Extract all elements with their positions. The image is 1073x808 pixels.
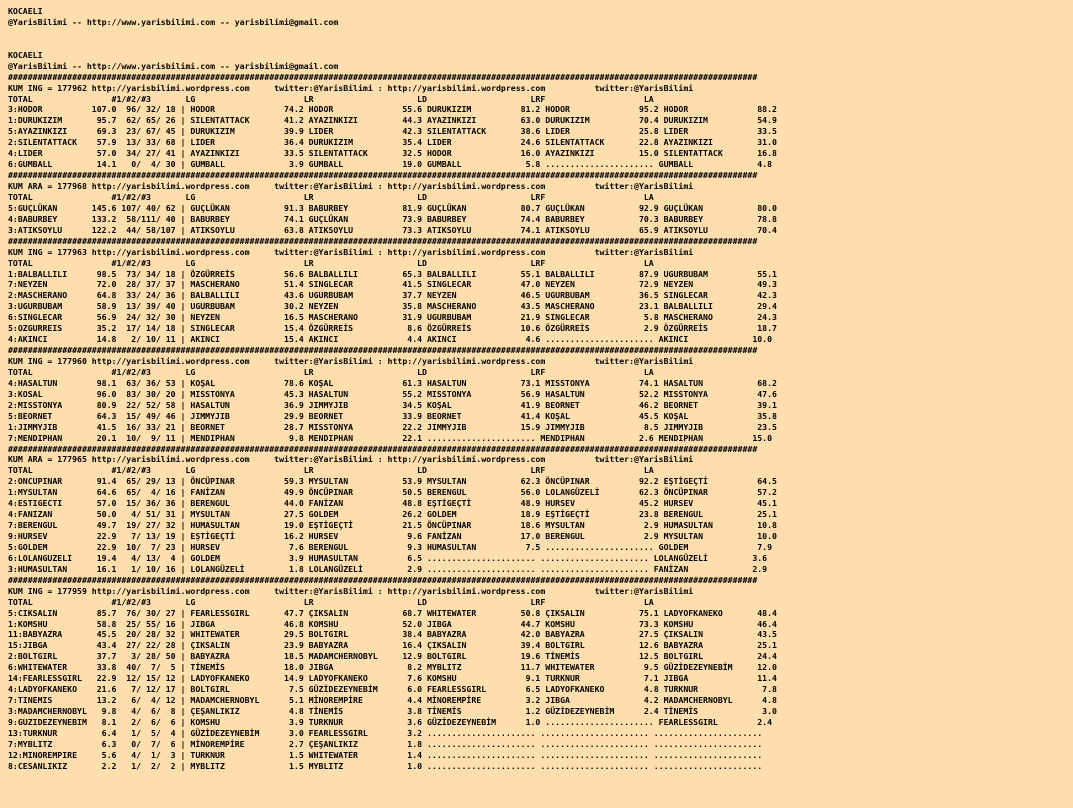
header-line: @YarisBilimi -- http://www.yarisbilimi.com -- yarisbilimi@gmail.com (8, 16, 339, 27)
column-header-line: TOTAL #1/#2/#3 LG LR LD LRF LA (8, 257, 654, 268)
table-row: 3:HUMASULTAN 16.1 1/ 10/ 16 | LOLANGÜZELİ 1.8 LOLANGÜZELİ 2.9 ...................... ...................... FANİZAN 2.9 (8, 563, 768, 574)
table-row: 2:MISSTONYA 80.9 22/ 52/ 58 | HASALTUN 36.9 JIMMYJIB 34.5 KOŞAL 41.9 BEORNET 46.2 BEORNET 39.1 (8, 399, 777, 410)
table-row: 11:BABYAZRA 45.5 20/ 28/ 32 | WHITEWATER 29.5 BOLTGIRL 38.4 BABYAZRA 42.0 BABYAZRA 27.5 ÇIKSALIN 43.5 (8, 629, 777, 640)
table-row: 5:GUÇLÜKAN 145.6 107/ 40/ 62 | GUÇLÜKAN 91.3 BABURBEY 81.9 GUÇLÜKAN 80.7 GUÇLÜKAN 92.9 GUÇLÜKAN 80.0 (8, 202, 777, 213)
table-row: 3:MADAMCHERNOBYL 9.8 4/ 6/ 8 | ÇEŞANLIKIZ 4.8 TİNEMİS 3.8 TİNEMİS 1.2 GÜZİDEZEYNEBİM 2.4 TİNEMİS 3.0 (8, 706, 777, 717)
race-block (8, 444, 1073, 575)
separator-line: ######################################################################################################################################################## (8, 345, 758, 356)
table-row: 2:ONCUPINAR 91.4 65/ 29/ 13 | ÖNCÜPINAR 59.3 MYSULTAN 53.9 MYSULTAN 62.3 ÖNCÜPINAR 92.2 EŞTİGEÇTİ 64.5 (8, 476, 777, 487)
table-row: 2:SILENTATTACK 57.9 13/ 33/ 68 | LIDER 36.4 DURUKIZIM 35.4 LIDER 24.6 SILENTATTACK 22.8 AYAZINKIZI 31.0 (8, 137, 777, 148)
table-row: 4:ESTIGECTI 57.0 15/ 36/ 36 | BERENGUL 44.0 FANİZAN 48.8 EŞTİGEÇTİ 48.9 HURSEV 45.2 HURSEV 45.1 (8, 498, 777, 509)
report-header (8, 6, 1073, 28)
table-row: 4:BABURBEY 133.2 58/111/ 40 | BABURBEY 74.1 GUÇLÜKAN 73.9 BABURBEY 74.4 BABURBEY 70.3 BABURBEY 78.8 (8, 213, 777, 224)
table-row: 3:UGURBUBAM 58.9 13/ 39/ 40 | UGURBUBAM 30.2 NEYZEN 35.8 MASCHERANO 43.5 MASCHERANO 23.1 BALBALLILI 29.4 (8, 301, 777, 312)
separator-line: ######################################################################################################################################################## (8, 443, 758, 454)
table-row: 3:HODOR 107.0 96/ 32/ 18 | HODOR 74.2 HODOR 55.6 DURUKIZIM 81.2 HODOR 95.2 HODOR 88.2 (8, 104, 777, 115)
table-row: 3:ATIKSOYLU 122.2 44/ 58/107 | ATIKSOYLU 63.8 ATIKSOYLU 73.3 ATIKSOYLU 74.1 ATIKSOYLU 65.9 ATIKSOYLU 70.4 (8, 224, 777, 235)
header-line: KOCAELI (8, 49, 43, 60)
table-row: 4:HASALTUN 98.1 63/ 36/ 53 | KOŞAL 78.6 KOŞAL 61.3 HASALTUN 73.1 MISSTONYA 74.1 HASALTUN 68.2 (8, 377, 777, 388)
separator-line: ######################################################################################################################################################## (8, 235, 758, 246)
race-title-line: KUM ARA = 177968 http://yarisbilimi.wordpress.com twitter:@YarisBilimi : http://yarisbilimi.wordpress.com twitter:@YarisBilimi (8, 181, 694, 192)
race-title-line: KUM ING = 177959 http://yarisbilimi.wordpress.com twitter:@YarisBilimi : http://yarisbilimi.wordpress.com twitter:@YarisBilimi (8, 585, 694, 596)
separator-line: ######################################################################################################################################################## (8, 574, 758, 585)
table-row: 4:LADYOFKANEKO 21.6 7/ 12/ 17 | BOLTGIRL 7.5 GÜZİDEZEYNEBİM 6.0 FEARLESSGIRL 6.5 LADYOFKANEKO 4.8 TURKNUR 7.8 (8, 684, 777, 695)
table-row: 9:HURSEV 22.9 7/ 13/ 19 | EŞTİGEÇTİ 16.2 HURSEV 9.6 FANİZAN 17.0 BERENGUL 2.9 MYSULTAN 10.0 (8, 531, 777, 542)
table-row: 1:KOMSHU 58.8 25/ 55/ 16 | JIBGA 46.8 KOMSHU 52.0 JIBGA 44.7 KOMSHU 73.3 KOMSHU 46.4 (8, 618, 777, 629)
table-row: 2:MASCHERANO 64.8 33/ 24/ 36 | BALBALLILI 43.6 UGURBUBAM 37.7 NEYZEN 46.5 UGURBUBAM 36.5 SINGLECAR 42.3 (8, 290, 777, 301)
table-row: 7:MENDIPHAN 20.1 10/ 9/ 11 | MENDIPHAN 9.8 MENDIPHAN 22.1 ...................... MENDIPHAN 2.6 MENDIPHAN 15.0 (8, 432, 773, 443)
separator-line: ######################################################################################################################################################## (8, 71, 758, 82)
table-row: 6:SINGLECAR 56.9 24/ 32/ 30 | NEYZEN 16.5 MASCHERANO 31.9 UGURBUBAM 21.9 SINGLECAR 5.8 MASCHERANO 24.3 (8, 312, 777, 323)
race-block (8, 72, 1073, 170)
table-row: 6:LOLANGUZELI 19.4 4/ 13/ 4 | GOLDEM 3.9 HUMASULTAN 6.5 ...................... ...................... LOLANGÜZELİ 3.6 (8, 552, 768, 563)
race-block (8, 345, 1073, 443)
separator-line: ######################################################################################################################################################## (8, 170, 758, 181)
table-row: 3:KOSAL 96.0 83/ 30/ 20 | MISSTONYA 45.3 HASALTUN 55.2 MISSTONYA 56.9 HASALTUN 52.2 MISSTONYA 47.6 (8, 388, 777, 399)
table-row: 5:GOLDEM 22.9 10/ 7/ 23 | HURSEV 7.6 BERENGUL 9.3 HUMASULTAN 7.5 ...................... GOLDEM 7.9 (8, 541, 773, 552)
table-row: 5:BEORNET 64.3 15/ 49/ 46 | JIMMYJIB 29.9 BEORNET 33.9 BEORNET 41.4 KOŞAL 45.5 KOŞAL 35.8 (8, 410, 777, 421)
table-row: 1:MYSULTAN 64.6 65/ 4/ 16 | FANİZAN 49.9 ÖNCÜPINAR 50.5 BERENGUL 56.0 LOLANGÜZELİ 62.3 ÖNCÜPINAR 57.2 (8, 487, 777, 498)
table-row: 1:DURUKIZIM 95.7 62/ 65/ 26 | SILENTATTACK 41.2 AYAZINKIZI 44.3 AYAZINKIZI 63.0 DURUKIZIM 70.4 DURUKIZIM 54.9 (8, 115, 777, 126)
table-row: 6:WHITEWATER 33.8 40/ 7/ 5 | TİNEMİS 18.0 JIBGA 8.2 MYBLITZ 11.7 WHITEWATER 9.5 GÜZİDEZEYNEBİM 12.0 (8, 662, 777, 673)
table-row: 5:AYAZINKIZI 69.3 23/ 67/ 45 | DURUKIZIM 39.9 LIDER 42.3 SILENTATTACK 38.6 LIDER 25.8 LIDER 33.5 (8, 126, 777, 137)
table-row: 15:JIBGA 43.4 27/ 22/ 28 | ÇIKSALIN 23.9 BABYAZRA 16.4 ÇIKSALIN 39.4 BOLTGIRL 12.6 BABYAZRA 25.1 (8, 640, 777, 651)
column-header-line: TOTAL #1/#2/#3 LG LR LD LRF LA (8, 93, 654, 104)
column-header-line: TOTAL #1/#2/#3 LG LR LD LRF LA (8, 366, 654, 377)
header-gap (8, 28, 1073, 50)
column-header-line: TOTAL #1/#2/#3 LG LR LD LRF LA (8, 465, 654, 476)
table-row: 7:BERENGUL 49.7 19/ 27/ 32 | HUMASULTAN 19.0 EŞTİGEÇTİ 21.5 ÖNCÜPINAR 18.6 MYSULTAN 2.9 HUMASULTAN 10.8 (8, 520, 777, 531)
table-row: 2:BOLTGIRL 37.7 3/ 28/ 50 | BABYAZRA 18.5 MADAMCHERNOBYL 12.9 BOLTGIRL 19.6 TİNEMİS 12.5 BOLTGIRL 24.4 (8, 651, 777, 662)
table-row: 12:MINOREMPIRE 5.6 4/ 1/ 3 | TURKNUR 1.5 WHITEWATER 1.4 ...................... ...................... ...................... (8, 749, 763, 760)
table-row: 14:FEARLESSGIRL 22.9 12/ 15/ 12 | LADYOFKANEKO 14.9 LADYOFKANEKO 7.6 KOMSHU 9.1 TURKNUR 7.1 JIBGA 11.4 (8, 673, 777, 684)
race-title-line: KUM ING = 177960 http://yarisbilimi.wordpress.com twitter:@YarisBilimi : http://yarisbilimi.wordpress.com twitter:@YarisBilimi (8, 356, 694, 367)
table-row: 8:CESANLIKIZ 2.2 1/ 2/ 2 | MYBLITZ 1.5 MYBLITZ 1.0 ...................... ...................... ...................... (8, 760, 763, 771)
column-header-line: TOTAL #1/#2/#3 LG LR LD LRF LA (8, 191, 654, 202)
race-block (8, 575, 1073, 772)
table-row: 13:TURKNUR 6.4 1/ 5/ 4 | GÜZİDEZEYNEBİM 3.0 FEARLESSGIRL 3.2 ...................... ...................... ...................... (8, 727, 763, 738)
table-row: 6:GUMBALL 14.1 0/ 4/ 30 | GUMBALL 3.9 GUMBALL 19.0 GUMBALL 5.8 ...................... GUMBALL 4.8 (8, 159, 773, 170)
table-row: 4:FANIZAN 50.0 4/ 51/ 31 | MYSULTAN 27.5 GOLDEM 26.2 GOLDEM 18.9 EŞTİGEÇTİ 23.8 BERENGUL 25.1 (8, 509, 777, 520)
table-row: 4:LIDER 57.0 34/ 27/ 41 | AYAZINKIZI 33.5 SILENTATTACK 32.5 HODOR 16.0 AYAZINKIZI 15.0 SILENTATTACK 16.8 (8, 148, 777, 159)
table-row: 7:MYBLITZ 6.3 0/ 7/ 6 | MİNOREMPİRE 2.7 ÇEŞANLIKIZ 1.8 ...................... ...................... ...................... (8, 738, 763, 749)
race-tables (8, 72, 1073, 772)
table-row: 4:AKINCI 14.8 2/ 10/ 11 | AKINCI 15.4 AKINCI 4.4 AKINCI 4.6 ...................... AKINCI 10.0 (8, 334, 773, 345)
table-row: 1:BALBALLILI 98.5 73/ 34/ 18 | ÖZGÜRREİS 56.6 BALBALLILI 65.3 BALBALLILI 55.1 BALBALLILI 87.9 UGURBUBAM 55.1 (8, 268, 777, 279)
table-row: 7:NEYZEN 72.0 28/ 37/ 37 | MASCHERANO 51.4 SINGLECAR 41.5 SINGLECAR 47.0 NEYZEN 72.9 NEYZEN 49.3 (8, 279, 777, 290)
race-block (8, 170, 1073, 236)
race-title-line: KUM ARA = 177965 http://yarisbilimi.wordpress.com twitter:@YarisBilimi : http://yarisbilimi.wordpress.com twitter:@YarisBilimi (8, 454, 694, 465)
header-line: @YarisBilimi -- http://www.yarisbilimi.com -- yarisbilimi@gmail.com (8, 60, 339, 71)
report-header-repeat (8, 50, 1073, 72)
header-line: KOCAELI (8, 6, 43, 16)
race-block (8, 236, 1073, 345)
table-row: 5:CIKSALIN 85.7 76/ 30/ 27 | FEARLESSGIRL 47.7 ÇIKSALIN 68.7 WHITEWATER 50.8 ÇIKSALIN 75.1 LADYOFKANEKO 48.4 (8, 607, 777, 618)
table-row: 1:JIMMYJIB 41.5 16/ 33/ 21 | BEORNET 28.7 MISSTONYA 22.2 JIMMYJIB 15.9 JIMMYJIB 8.5 JIMMYJIB 23.5 (8, 421, 777, 432)
table-row: 5:OZGURREIS 35.2 17/ 14/ 18 | SINGLECAR 15.4 ÖZGÜRREİS 8.6 ÖZGÜRREİS 10.6 ÖZGÜRREİS 2.9 ÖZGÜRREİS 18.7 (8, 323, 777, 334)
race-title-line: KUM ING = 177963 http://yarisbilimi.wordpress.com twitter:@YarisBilimi : http://yarisbilimi.wordpress.com twitter:@YarisBilimi (8, 246, 694, 257)
column-header-line: TOTAL #1/#2/#3 LG LR LD LRF LA (8, 596, 654, 607)
table-row: 7:TINEMIS 13.2 6/ 4/ 12 | MADAMCHERNOBYL 5.1 MİNOREMPİRE 4.4 MİNOREMPİRE 3.2 JIBGA 4.2 MADAMCHERNOBYL 4.8 (8, 695, 777, 706)
race-title-line: KUM ING = 177962 http://yarisbilimi.wordpress.com twitter:@YarisBilimi : http://yarisbilimi.wordpress.com twitter:@YarisBilimi (8, 82, 694, 93)
table-row: 9:GUZIDEZEYNEBIM 8.1 2/ 6/ 6 | KOMSHU 3.9 TURKNUR 3.6 GÜZİDEZEYNEBİM 1.0 ...................... FEARLESSGIRL 2.4 (8, 716, 773, 727)
